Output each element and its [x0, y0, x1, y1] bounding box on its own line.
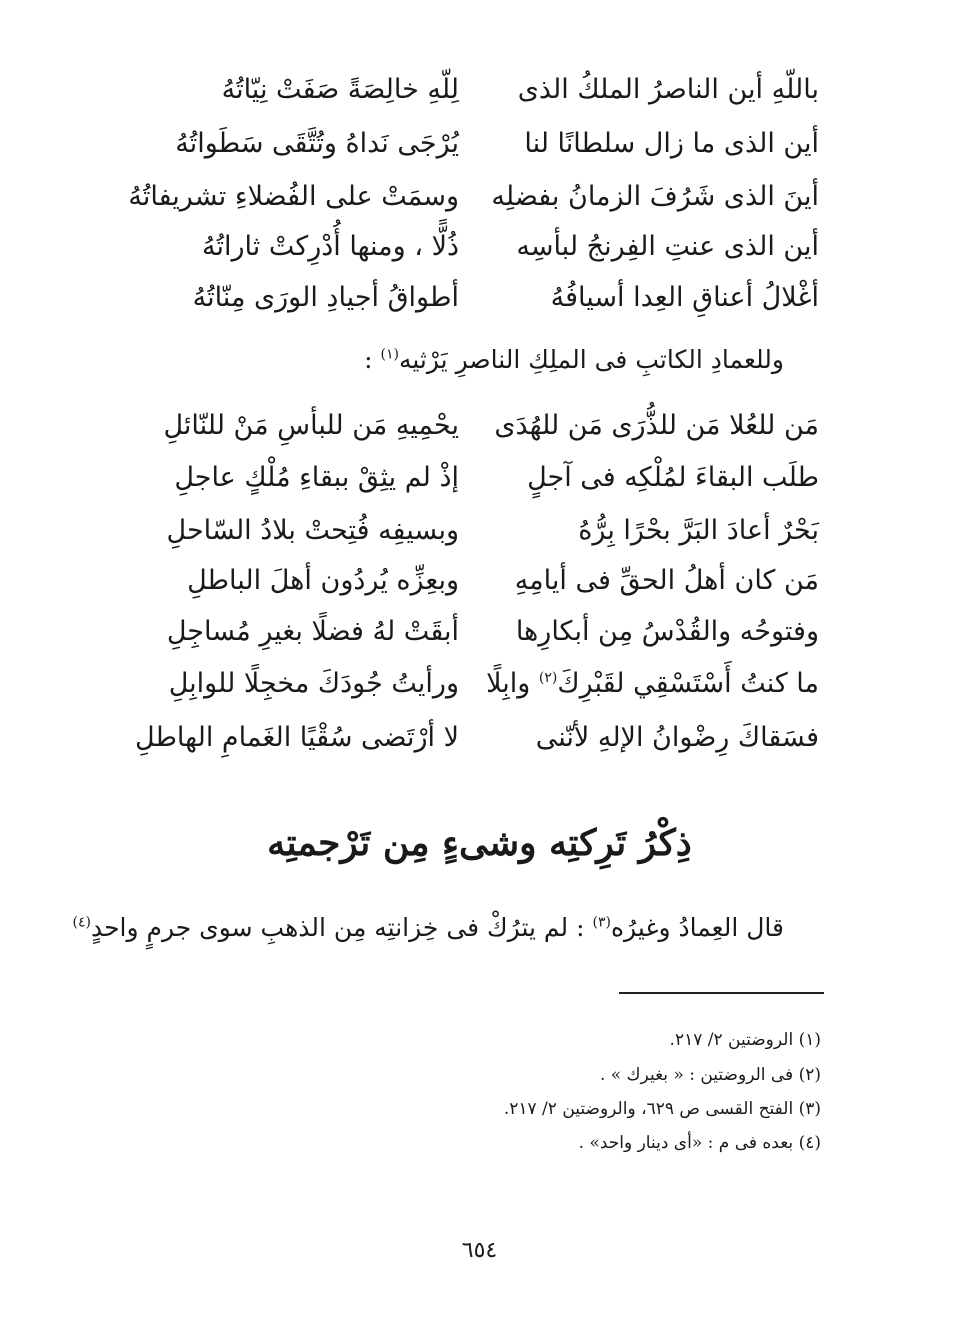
first-hemistich [486, 664, 819, 704]
second-hemistich: لا أرْتَضى سُقْيًا الغَمامِ الهاطلِ [135, 722, 459, 753]
second-hemistich: لِلّهِ خالِصَةً صَفَتْ نِيّاتُهُ [221, 74, 459, 105]
first-hemistich: أين الذى ما زال سلطانًا لنا [524, 128, 819, 159]
second-hemistich: ورأيتُ جُودَكَ مخجِلًا للوابِلِ [168, 668, 459, 699]
poem-intro [364, 340, 784, 380]
first-hemistich: فسَقاكَ رِضْوانُ الإلهِ لأنّنى [535, 722, 819, 753]
second-hemistich: ذُلًّا ، ومنها أُدْرِكتْ ثاراتُهُ [202, 231, 459, 262]
verse-line [129, 664, 819, 704]
first-hemistich: مَن كان أهلُ الحقِّ فى أيامِهِ [514, 565, 819, 596]
hemistich-text: ما كنتُ أَسْتَسْقِي لقَبْرِكَ [557, 668, 819, 699]
second-hemistich: أطواقُ أجيادِ الورَى مِنّاتُهُ [192, 282, 459, 313]
intro-text: وللعمادِ الكاتبِ فى الملِكِ الناصرِ يَرْثيه [398, 345, 784, 374]
second-hemistich: وسمَتْ على الفُضلاءِ تشريفاتُهُ [128, 181, 459, 212]
verse-line [129, 458, 819, 498]
footnote-marker: (٣) [592, 914, 611, 931]
first-hemistich: أينَ الذى شَرُفَ الزمانُ بفضلِه [491, 181, 819, 212]
hemistich-tail: وابِلًا [486, 668, 539, 699]
first-hemistich: وفتوحُه والقُدْسُ مِن أبكارِها [515, 616, 819, 647]
footnote: (٢) فى الروضتين : « بغيرك » . [599, 1065, 821, 1085]
verse-line [129, 561, 819, 601]
second-hemistich: يحْمِيهِ مَن للبأسِ مَنْ للنّائلِ [163, 410, 459, 441]
footnote-separator [619, 992, 824, 994]
second-hemistich: إذْ لم يثِقْ ببقاءِ مُلْكٍ عاجلِ [174, 462, 459, 493]
section-heading: ذِكْرُ تَرِكتِه وشىءٍ مِن تَرْجمتِه [267, 822, 692, 864]
verse-line [129, 227, 819, 267]
first-hemistich: مَن للعُلا مَن للذُّرَى مَن للهُدَى [494, 410, 819, 441]
footnote: (٣) الفتح القسى ص ٦٢٩، والروضتين ٢/ ٢١٧. [503, 1099, 821, 1119]
first-hemistich: طلَب البقاءَ لمُلْكِه فى آجلٍ [527, 462, 819, 493]
first-hemistich: باللّهِ أين الناصرُ الملكُ الذى [517, 74, 819, 105]
second-hemistich: وبسيفِه فُتِحتْ بلادُ السّاحلِ [166, 515, 459, 546]
first-hemistich: أين الذى عنتِ الفِرنجُ لبأسِه [516, 231, 819, 262]
intro-colon: : [364, 345, 381, 374]
prose-text: قال العِمادُ وغيرُه [610, 913, 784, 942]
verse-line [129, 70, 819, 110]
footnote-marker: (١) [380, 346, 399, 363]
second-hemistich: وبعِزِّه يُردُون أهلَ الباطلِ [187, 565, 459, 596]
page-number: ٦٥٤ [461, 1238, 498, 1263]
second-hemistich: يُرْجَى نَداهُ وتُتَّقَى سَطَواتُهُ [175, 128, 459, 159]
prose-text: : لم يترُكْ فى خِزانتِه مِن الذهبِ سوى جرمٍ واحدٍ [90, 913, 593, 942]
verse-line [129, 511, 819, 551]
first-hemistich: بَحْرٌ أعادَ البَرَّ بحْرًا بِرُّهُ [578, 515, 819, 546]
verse-line [129, 124, 819, 164]
second-hemistich: أبقَتْ لهُ فضلًا بغيرِ مُساجِلِ [166, 616, 459, 647]
verse-line [129, 612, 819, 652]
prose-paragraph [72, 908, 784, 948]
verse-line [129, 718, 819, 758]
verse-line [129, 278, 819, 318]
footnote-marker: (٢) [538, 670, 558, 686]
footnote-marker: (٤) [72, 914, 91, 931]
footnote: (١) الروضتين ٢/ ٢١٧. [669, 1030, 821, 1050]
verse-line [129, 177, 819, 217]
first-hemistich: أغْلالُ أعناقِ العِدا أسيافُهُ [550, 282, 819, 313]
footnote: (٤) بعده فى م : «أى دينار واحد» . [578, 1133, 821, 1153]
verse-line [129, 406, 819, 446]
